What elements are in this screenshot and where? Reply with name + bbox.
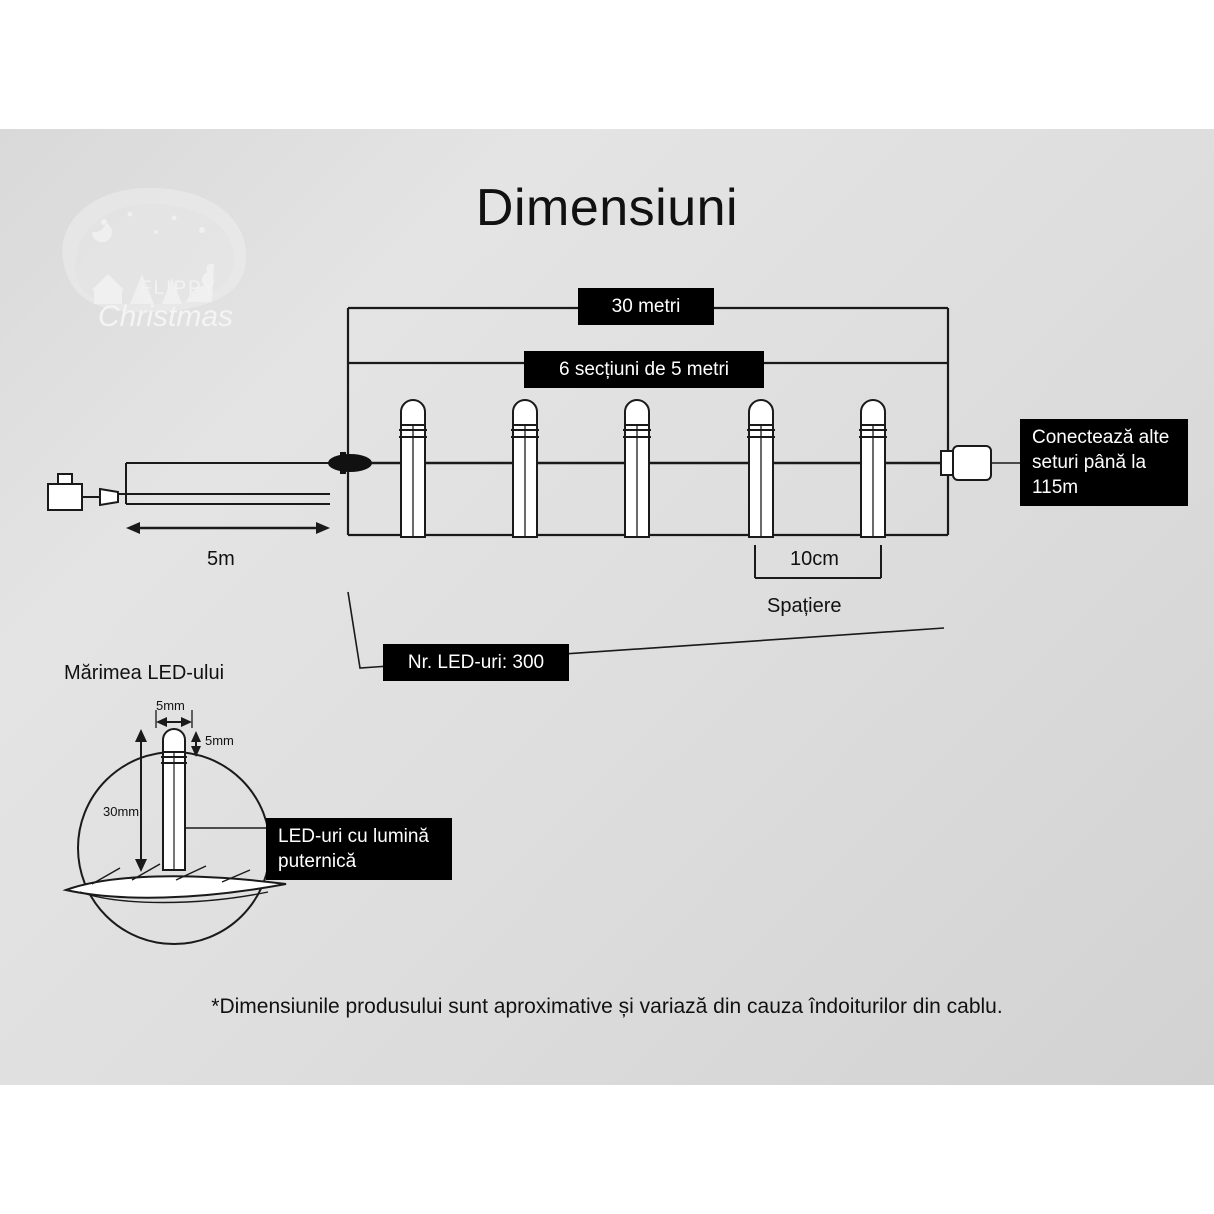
page-title: Dimensiuni [475, 179, 739, 237]
led-count-tag: Nr. LED-uri: 300 [383, 644, 569, 681]
led-description-tag: LED-uri cu lumină puternică [266, 818, 452, 880]
watermark-line1: FLIPPY [140, 278, 218, 299]
total-length-tag: 30 metri [578, 288, 714, 325]
watermark-line2: Christmas [98, 300, 234, 333]
spacing-caption-label: Spațiere [767, 595, 842, 617]
lead-length-label: 5m [207, 548, 235, 570]
led-width-label: 5mm [156, 698, 185, 713]
led-head-height-label: 5mm [205, 733, 234, 748]
footnote: *Dimensiunile produsului sunt aproximative și variază din cauza îndoiturilor din cablu. [211, 995, 1003, 1018]
sections-tag: 6 secțiuni de 5 metri [524, 351, 764, 388]
connect-more-tag: Conectează alte seturi până la 115m [1020, 419, 1188, 506]
led-size-heading: Mărimea LED-ului [64, 662, 225, 684]
led-height-label: 30mm [103, 804, 140, 819]
spacing-value-label: 10cm [790, 548, 839, 570]
